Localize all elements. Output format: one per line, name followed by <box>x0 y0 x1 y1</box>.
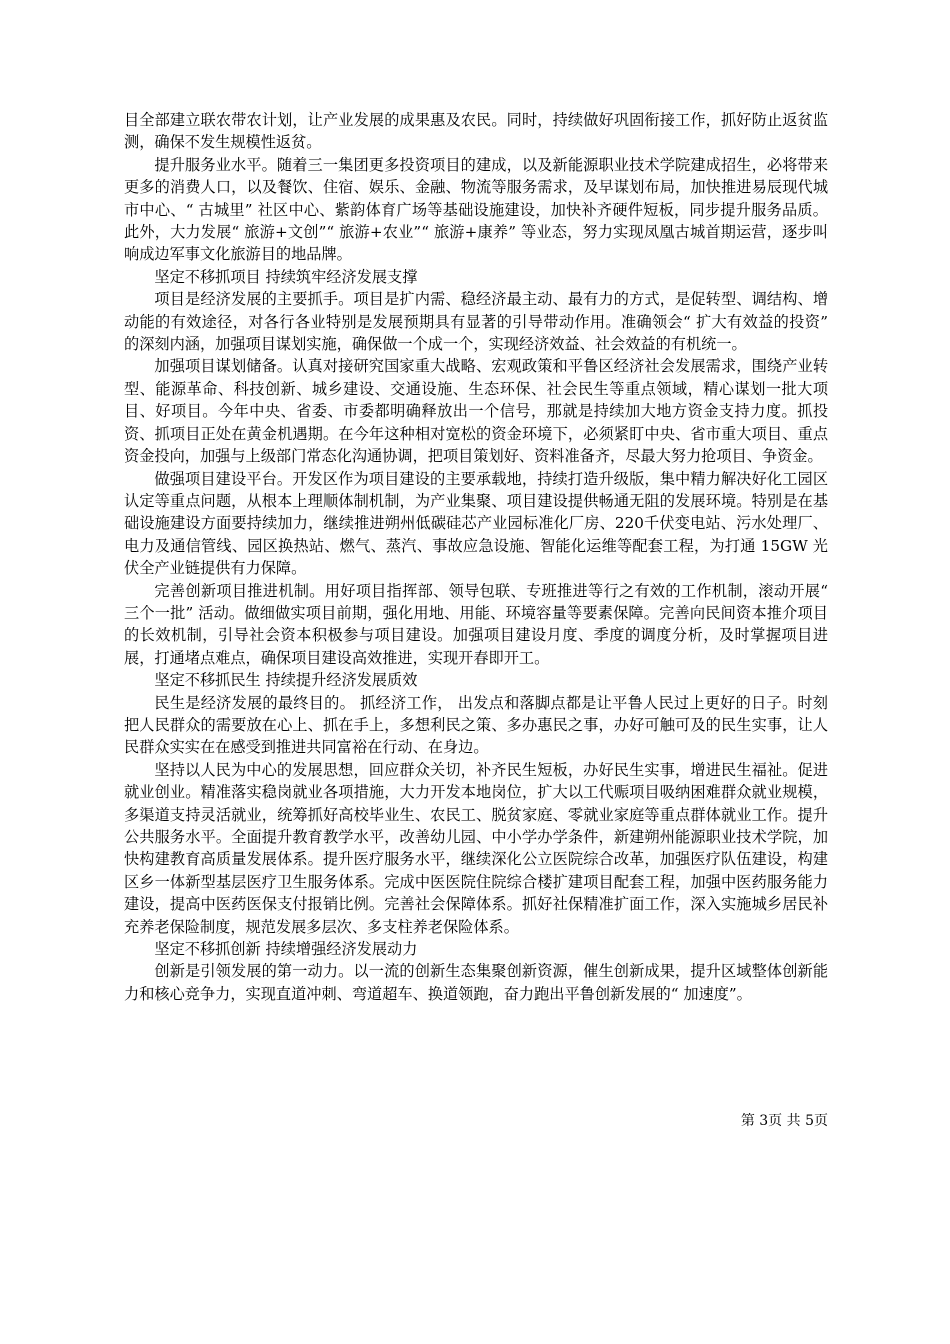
paragraph: 加强项目谋划储备。认真对接研究国家重大战略、宏观政策和平鲁区经济社会发展需求，围绕产业转型、能源革命、科技创新、城乡建设、交通设施、生态环保、社会民生等重点领域，精心谋划一批大项目、好项目。今年中央、省委、市委都明确释放出一个信号，那就是持续加大地方资金支持力度。抓投资、抓项目正处在黄金机遇期。在今年这种相对宽松的资金环境下，必须紧盯中央、省市重大项目、重点资金投向，加强与上级部门常态化沟通协调，把项目策划好、资料准备齐，尽最大努力抢项目、争资金。 <box>124 357 828 466</box>
section-heading: 坚定不移抓项目 持续筑牢经济发展支撑 <box>154 267 418 286</box>
paragraph: 坚持以人民为中心的发展思想，回应群众关切，补齐民生短板，办好民生实事，增进民生福祉。促进就业创业。精准落实稳岗就业各项措施，大力开发本地岗位，扩大以工代赈项目吸纳困难群众就业规模，多渠道支持灵活就业，统筹抓好高校毕业生、农民工、脱贫家庭、零就业家庭等重点群体就业工作。提升公共服务水平。全面提升教育教学水平，改善幼儿园、中小学办学条件，新建朔州能源职业技术学院，加快构建教育高质量发展体系。提升医疗服务水平，继续深化公立医院综合改革，加强医疗队伍建设，构建区乡一体新型基层医疗卫生服务体系。完成中医医院住院综合楼扩建项目配套工程，加强中医药服务能力建设，提高中医药医保支付报销比例。完善社会保障体系。抓好社保精准扩面工作，深入实施城乡居民补充养老保险制度，规范发展多层次、多支柱养老保险体系。 <box>124 760 828 936</box>
paragraph-continuation: 目全部建立联农带农计划，让产业发展的成果惠及农民。同时，持续做好巩固衔接工作，抓好防止返贫监测，确保不发生规模性返贫。 <box>124 111 828 152</box>
paragraph: 完善创新项目推进机制。用好项目指挥部、领导包联、专班推进等行之有效的工作机制，滚动开展“ 三个一批” 活动。做细做实项目前期，强化用地、用能、环境容量等要素保障。完善向民间资本推介项目的长效机制，引导社会资本积极参与项目建设。加强项目建设月度、季度的调度分析，及时掌握项目进展，打通堵点难点，确保项目建设高效推进，实现开春即开工。 <box>124 581 828 667</box>
page-footer <box>124 1111 828 1131</box>
paragraph: 创新是引领发展的第一动力。以一流的创新生态集聚创新资源，催生创新成果，提升区域整体创新能力和核心竞争力，实现直道冲刺、弯道超车、换道领跑，奋力跑出平鲁创新发展的“ 加速度”。 <box>124 962 828 1003</box>
paragraph: 项目是经济发展的主要抓手。项目是扩内需、稳经济最主动、最有力的方式，是促转型、调结构、增动能的有效途径，对各行各业特别是发展预期具有显著的引导带动作用。准确领会“ 扩大有效益的投资” 的深刻内涵，加强项目谋划实施，确保做一个成一个，实现经济效益、社会效益的有机统一。 <box>124 290 828 354</box>
paragraph: 做强项目建设平台。开发区作为项目建设的主要承载地，持续打造升级版，集中精力解决好化工园区认定等重点问题，从根本上理顺体制机制，为产业集聚、项目建设提供畅通无阻的发展环境。特别是在基础设施建设方面要持续加力，继续推进朔州低碳硅芯产业园标准化厂房、220千伏变电站、污水处理厂、电力及通信管线、园区换热站、燃气、蒸汽、事故应急设施、智能化运维等配套工程，为打通 15GW 光伏全产业链提供有力保障。 <box>124 469 828 578</box>
section-heading: 坚定不移抓创新 持续增强经济发展动力 <box>154 940 418 959</box>
document-body <box>124 109 828 1005</box>
paragraph: 民生是经济发展的最终目的。 抓经济工作， 出发点和落脚点都是让平鲁人民过上更好的日子。时刻把人民群众的需要放在心上、抓在手上，多想利民之策、多办惠民之事，办好可触可及的民生实事，让人民群众实实在在感受到推进共同富裕在行动、在身边。 <box>124 693 828 757</box>
section-heading: 坚定不移抓民生 持续提升经济发展质效 <box>154 671 418 690</box>
page-number: 第 3页 共 5页 <box>740 1113 828 1129</box>
paragraph: 提升服务业水平。随着三一集团更多投资项目的建成，以及新能源职业技术学院建成招生，必将带来更多的消费人口，以及餐饮、住宿、娱乐、金融、物流等服务需求，及早谋划布局，加快推进易辰现代城市中心、“ 古城里” 社区中心、紫韵体育广场等基础设施建设，加快补齐硬件短板，同步提升服务品质。此外，大力发展“ 旅游+文创”“ 旅游+农业”“ 旅游+康养” 等业态，努力实现凤凰古城首期运营，逐步叫响成边军事文化旅游目的地品牌。 <box>124 155 828 264</box>
